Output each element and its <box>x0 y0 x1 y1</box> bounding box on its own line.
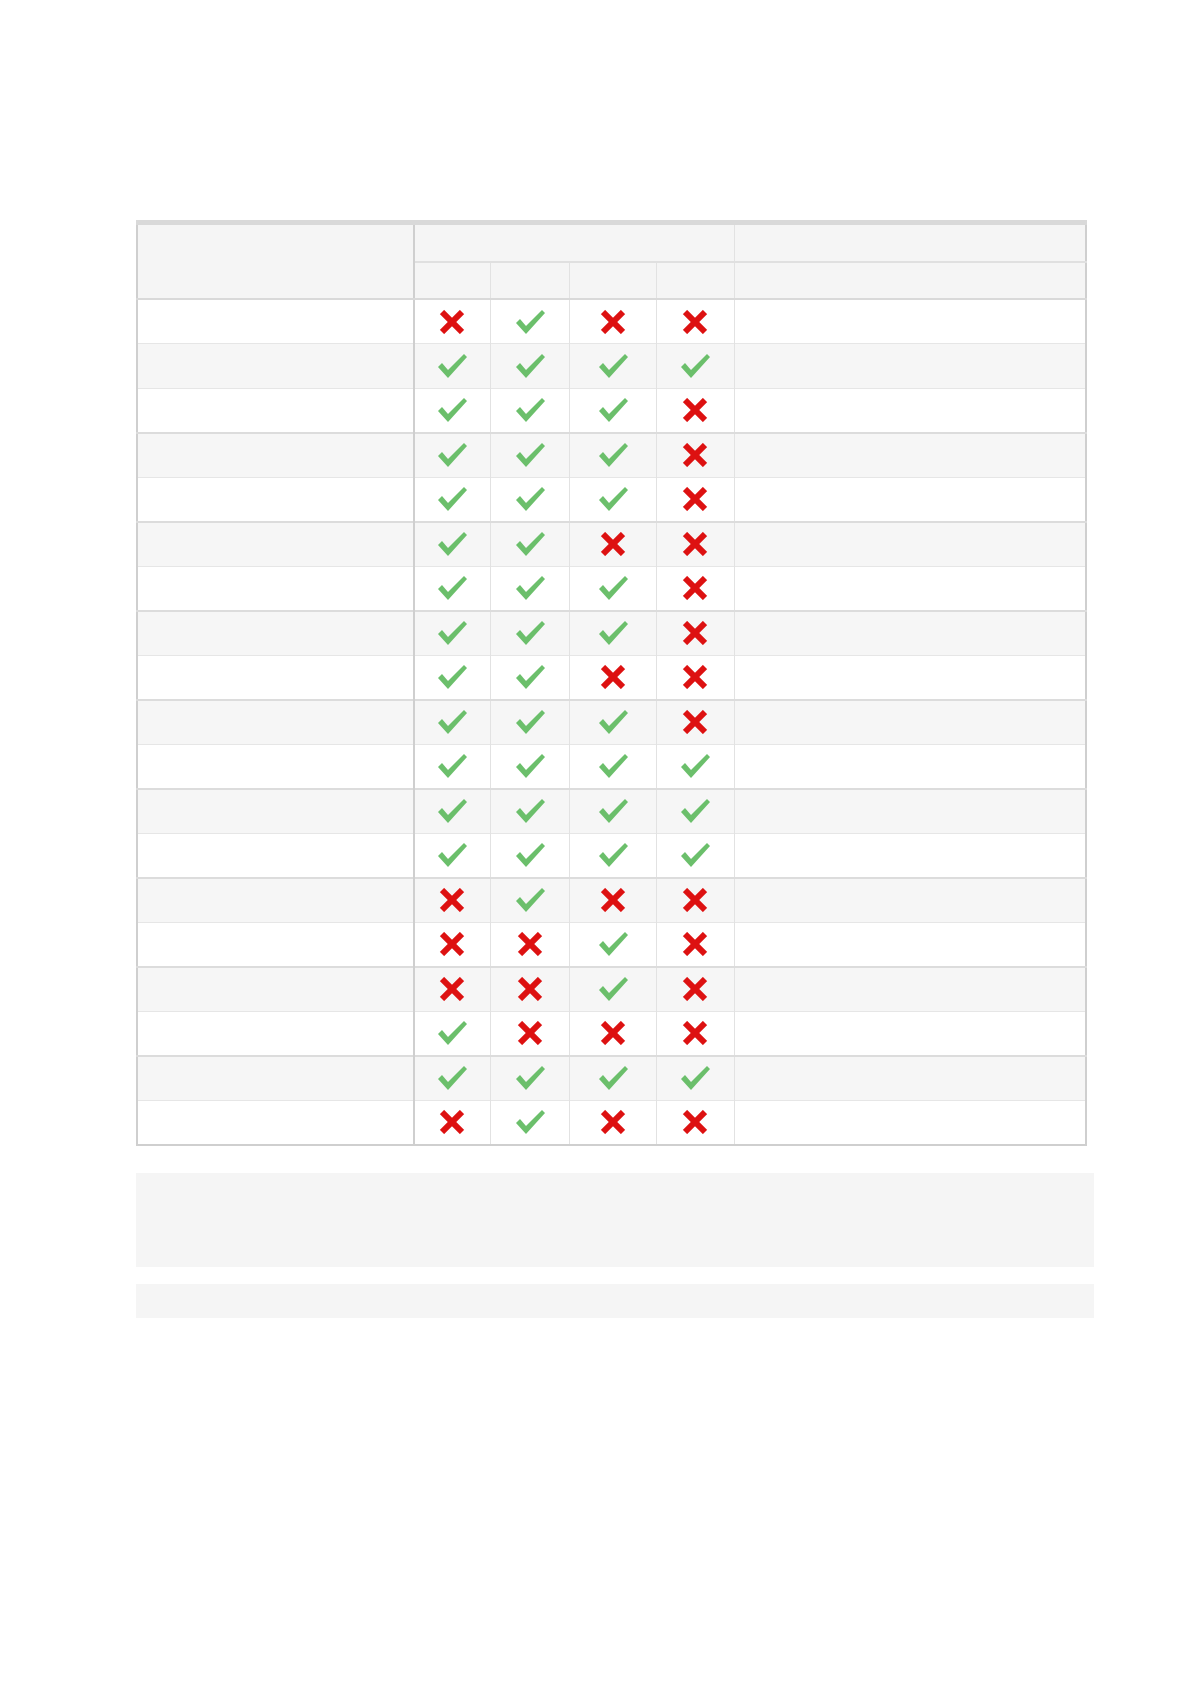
platform-header-1 <box>414 262 490 299</box>
table-row <box>137 388 1086 433</box>
support-cell-2 <box>490 833 569 878</box>
support-cell-1 <box>414 1100 490 1145</box>
notes-subheader <box>734 262 1086 299</box>
check-icon <box>513 351 547 381</box>
notes-group-header <box>734 223 1086 263</box>
check-icon <box>435 529 469 559</box>
table-row <box>137 433 1086 478</box>
notes-cell <box>734 922 1086 967</box>
support-cell-2 <box>490 433 569 478</box>
check-icon <box>596 751 630 781</box>
support-cell-2 <box>490 789 569 834</box>
feature-cell <box>137 388 414 433</box>
support-cell-3 <box>569 522 656 567</box>
check-icon <box>435 618 469 648</box>
support-cell-4 <box>656 967 734 1012</box>
table-row <box>137 922 1086 967</box>
support-cell-3 <box>569 744 656 789</box>
check-icon <box>435 1018 469 1048</box>
check-icon <box>513 662 547 692</box>
notes-cell <box>734 1011 1086 1056</box>
cross-icon <box>599 663 627 691</box>
check-icon <box>513 573 547 603</box>
support-cell-1 <box>414 1011 490 1056</box>
table-row <box>137 744 1086 789</box>
support-cell-4 <box>656 1056 734 1101</box>
table-row <box>137 967 1086 1012</box>
cross-icon <box>681 1019 709 1047</box>
support-cell-2 <box>490 299 569 344</box>
cross-icon <box>681 663 709 691</box>
support-cell-2 <box>490 522 569 567</box>
cross-icon <box>438 886 466 914</box>
cross-icon <box>516 975 544 1003</box>
support-cell-1 <box>414 344 490 389</box>
check-icon <box>435 707 469 737</box>
check-icon <box>513 529 547 559</box>
cross-icon <box>681 308 709 336</box>
feature-cell <box>137 566 414 611</box>
notes-cell <box>734 1056 1086 1101</box>
support-cell-1 <box>414 744 490 789</box>
support-cell-1 <box>414 477 490 522</box>
support-cell-2 <box>490 566 569 611</box>
notes-cell <box>734 655 1086 700</box>
cross-icon <box>681 530 709 558</box>
check-icon <box>435 440 469 470</box>
support-cell-1 <box>414 967 490 1012</box>
feature-cell <box>137 655 414 700</box>
check-icon <box>435 840 469 870</box>
support-cell-2 <box>490 1011 569 1056</box>
notes-cell <box>734 611 1086 656</box>
check-icon <box>513 440 547 470</box>
support-cell-4 <box>656 655 734 700</box>
notes-cell <box>734 744 1086 789</box>
check-icon <box>596 929 630 959</box>
platform-header-4 <box>656 262 734 299</box>
check-icon <box>596 618 630 648</box>
check-icon <box>596 840 630 870</box>
support-cell-4 <box>656 611 734 656</box>
table-row <box>137 833 1086 878</box>
feature-cell <box>137 344 414 389</box>
check-icon <box>435 751 469 781</box>
support-cell-1 <box>414 922 490 967</box>
support-cell-3 <box>569 611 656 656</box>
feature-cell <box>137 1100 414 1145</box>
cross-icon <box>681 574 709 602</box>
support-cell-4 <box>656 566 734 611</box>
support-cell-2 <box>490 1100 569 1145</box>
support-cell-4 <box>656 878 734 923</box>
support-cell-1 <box>414 1056 490 1101</box>
cross-icon <box>438 308 466 336</box>
notes-cell <box>734 833 1086 878</box>
support-cell-3 <box>569 433 656 478</box>
check-icon <box>513 395 547 425</box>
feature-cell <box>137 477 414 522</box>
support-cell-4 <box>656 744 734 789</box>
cross-icon <box>438 1108 466 1136</box>
feature-column-header <box>137 223 414 300</box>
check-icon <box>596 1063 630 1093</box>
support-cell-4 <box>656 700 734 745</box>
cross-icon <box>681 619 709 647</box>
table-row <box>137 611 1086 656</box>
table-row <box>137 344 1086 389</box>
check-icon <box>513 885 547 915</box>
support-cell-4 <box>656 522 734 567</box>
feature-cell <box>137 878 414 923</box>
table-row <box>137 566 1086 611</box>
support-cell-2 <box>490 611 569 656</box>
cross-icon <box>599 1108 627 1136</box>
table-row <box>137 878 1086 923</box>
feature-cell <box>137 522 414 567</box>
footnote-box <box>136 1173 1094 1267</box>
platform-header-3 <box>569 262 656 299</box>
check-icon <box>435 395 469 425</box>
check-icon <box>596 707 630 737</box>
check-icon <box>513 707 547 737</box>
support-cell-4 <box>656 922 734 967</box>
support-cell-1 <box>414 789 490 834</box>
cross-icon <box>681 485 709 513</box>
support-cell-4 <box>656 299 734 344</box>
check-icon <box>435 662 469 692</box>
check-icon <box>513 796 547 826</box>
support-cell-3 <box>569 700 656 745</box>
check-icon <box>435 573 469 603</box>
notes-cell <box>734 388 1086 433</box>
support-cell-3 <box>569 878 656 923</box>
support-cell-1 <box>414 833 490 878</box>
support-cell-4 <box>656 1100 734 1145</box>
support-cell-4 <box>656 789 734 834</box>
check-icon <box>435 351 469 381</box>
check-icon <box>513 307 547 337</box>
support-cell-3 <box>569 566 656 611</box>
cross-icon <box>599 530 627 558</box>
notes-cell <box>734 700 1086 745</box>
feature-cell <box>137 967 414 1012</box>
table-row <box>137 789 1086 834</box>
cross-icon <box>599 886 627 914</box>
support-cell-4 <box>656 433 734 478</box>
support-cell-3 <box>569 655 656 700</box>
table-row <box>137 655 1086 700</box>
support-cell-4 <box>656 388 734 433</box>
cross-icon <box>438 975 466 1003</box>
cross-icon <box>681 975 709 1003</box>
notes-cell <box>734 433 1086 478</box>
table-row <box>137 299 1086 344</box>
support-cell-3 <box>569 388 656 433</box>
table-row <box>137 477 1086 522</box>
notes-cell <box>734 878 1086 923</box>
feature-cell <box>137 700 414 745</box>
check-icon <box>596 974 630 1004</box>
check-icon <box>678 840 712 870</box>
check-icon <box>513 1063 547 1093</box>
support-cell-3 <box>569 833 656 878</box>
support-cell-1 <box>414 566 490 611</box>
check-icon <box>435 484 469 514</box>
support-cell-2 <box>490 922 569 967</box>
support-cell-3 <box>569 1100 656 1145</box>
cross-icon <box>681 886 709 914</box>
check-icon <box>678 796 712 826</box>
support-cell-3 <box>569 477 656 522</box>
check-icon <box>596 395 630 425</box>
check-icon <box>596 573 630 603</box>
footnote-box-2 <box>136 1284 1094 1318</box>
support-cell-1 <box>414 388 490 433</box>
cross-icon <box>516 930 544 958</box>
support-cell-1 <box>414 522 490 567</box>
support-cell-3 <box>569 967 656 1012</box>
notes-cell <box>734 1100 1086 1145</box>
check-icon <box>513 484 547 514</box>
support-cell-1 <box>414 433 490 478</box>
notes-cell <box>734 522 1086 567</box>
matrix-body <box>137 299 1086 1145</box>
support-cell-1 <box>414 878 490 923</box>
feature-cell <box>137 1056 414 1101</box>
notes-cell <box>734 344 1086 389</box>
cross-icon <box>438 930 466 958</box>
check-icon <box>513 1107 547 1137</box>
support-cell-2 <box>490 477 569 522</box>
check-icon <box>513 618 547 648</box>
check-icon <box>596 484 630 514</box>
check-icon <box>678 1063 712 1093</box>
support-cell-2 <box>490 1056 569 1101</box>
support-cell-3 <box>569 789 656 834</box>
table-row <box>137 522 1086 567</box>
notes-cell <box>734 967 1086 1012</box>
feature-cell <box>137 789 414 834</box>
support-cell-1 <box>414 655 490 700</box>
support-cell-1 <box>414 700 490 745</box>
support-cell-4 <box>656 344 734 389</box>
support-cell-2 <box>490 700 569 745</box>
check-icon <box>678 751 712 781</box>
feature-cell <box>137 922 414 967</box>
cross-icon <box>681 396 709 424</box>
support-cell-3 <box>569 1056 656 1101</box>
support-cell-1 <box>414 299 490 344</box>
notes-cell <box>734 299 1086 344</box>
feature-cell <box>137 744 414 789</box>
platform-group-header <box>414 223 734 263</box>
check-icon <box>435 1063 469 1093</box>
table-row <box>137 700 1086 745</box>
feature-cell <box>137 833 414 878</box>
notes-cell <box>734 789 1086 834</box>
check-icon <box>596 351 630 381</box>
support-cell-2 <box>490 967 569 1012</box>
support-cell-2 <box>490 655 569 700</box>
cross-icon <box>516 1019 544 1047</box>
support-cell-3 <box>569 922 656 967</box>
support-cell-2 <box>490 388 569 433</box>
feature-matrix-table <box>136 220 1087 1146</box>
table-row <box>137 1100 1086 1145</box>
notes-cell <box>734 566 1086 611</box>
cross-icon <box>681 441 709 469</box>
feature-cell <box>137 299 414 344</box>
check-icon <box>513 840 547 870</box>
check-icon <box>678 351 712 381</box>
feature-cell <box>137 611 414 656</box>
support-cell-3 <box>569 299 656 344</box>
check-icon <box>596 796 630 826</box>
feature-cell <box>137 1011 414 1056</box>
check-icon <box>435 796 469 826</box>
support-cell-3 <box>569 344 656 389</box>
feature-cell <box>137 433 414 478</box>
table-row <box>137 1011 1086 1056</box>
support-cell-2 <box>490 344 569 389</box>
check-icon <box>596 440 630 470</box>
cross-icon <box>599 308 627 336</box>
support-cell-4 <box>656 833 734 878</box>
support-cell-4 <box>656 1011 734 1056</box>
platform-header-2 <box>490 262 569 299</box>
support-cell-1 <box>414 611 490 656</box>
cross-icon <box>681 1108 709 1136</box>
cross-icon <box>681 930 709 958</box>
check-icon <box>513 751 547 781</box>
cross-icon <box>599 1019 627 1047</box>
support-cell-2 <box>490 744 569 789</box>
cross-icon <box>681 708 709 736</box>
notes-cell <box>734 477 1086 522</box>
support-cell-2 <box>490 878 569 923</box>
support-cell-4 <box>656 477 734 522</box>
support-cell-3 <box>569 1011 656 1056</box>
table-row <box>137 1056 1086 1101</box>
